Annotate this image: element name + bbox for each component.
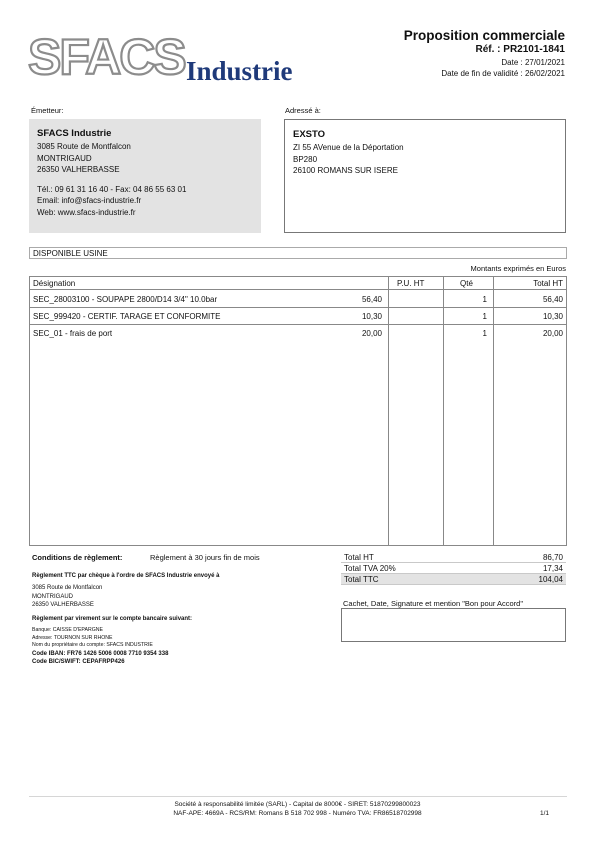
row-total: 20,00 [542,329,563,338]
items-table [29,276,567,546]
emitter-phone: Tél.: 09 61 31 16 40 - Fax: 04 86 55 63 01 [37,184,187,194]
row-quantity: 1 [482,295,487,304]
header-quantity: Qté [460,279,473,288]
recipient-address-line: BP280 [293,154,318,164]
table-row [30,326,566,342]
document-reference: Réf. : PR2101-1841 [475,44,565,55]
recipient-address-line: ZI 55 AVenue de la Déportation [293,143,404,152]
row-designation: SEC_999420 - CERTIF. TARAGE ET CONFORMITE [33,312,221,321]
header-designation: Désignation [33,279,76,288]
total-ttc-row [341,574,566,585]
total-ht-label: Total HT [344,553,374,562]
footer-divider [29,796,567,797]
cheque-payment-title: Règlement TTC par chèque à l'ordre de SFACS Industrie envoyé à [32,573,220,579]
row-total: 10,30 [542,312,563,321]
footer-legal-line: Société à responsabilité limitée (SARL) - Capital de 8000€ - SIRET: 51870299800023 [174,801,421,808]
bic-code: Code BIC/SWIFT: CEPAFRPP426 [32,659,125,665]
recipient-label: Adressé à: [285,106,321,115]
total-ttc-value: 104,04 [538,575,563,584]
total-tva-row [341,563,566,574]
payment-terms-label: Conditions de règlement: [32,553,123,562]
signature-label: Cachet, Date, Signature et mention "Bon pour Accord" [343,599,524,608]
document-title: Proposition commerciale [403,28,565,43]
total-ttc-label: Total TTC [344,575,379,584]
recipient-box [284,119,566,233]
iban-code: Code IBAN: FR76 1426 5006 0008 7710 9354 338 [32,650,169,657]
footer-legal-line: NAF-APE: 4669A - RCS/RM: Romans B 518 702 998 - Numéro TVA: FR86518702998 [173,810,422,817]
row-quantity: 1 [482,312,487,321]
currency-note: Montants exprimés en Euros [470,264,566,273]
row-quantity: 1 [482,329,487,338]
logo-brand-text: SFACS [28,29,185,85]
emitter-email: Email: info@sfacs-industrie.fr [37,196,142,205]
table-row [30,292,566,308]
validity-date: Date de fin de validité : 26/02/2021 [441,69,565,78]
bank-details [32,627,168,667]
cheque-address-line: MONTRIGAUD [32,593,73,600]
cheque-address-line: 3085 Route de Montfalcon [32,585,103,591]
row-designation: SEC_28003100 - SOUPAPE 2800/D14 3/4" 10.0bar [33,295,218,304]
row-unit-price: 10,30 [361,312,382,321]
table-header [30,277,566,290]
emitter-name: SFACS Industrie [37,128,112,139]
emitter-address-line: 3085 Route de Montfalcon [37,142,131,151]
cheque-address [32,584,102,610]
emitter-address-line: 26350 VALHERBASSE [37,165,120,174]
emitter-web: Web: www.sfacs-industrie.fr [37,207,136,217]
bank-name: Banque: CAISSE D'EPARGNE [32,627,103,633]
recipient-address-line: 26100 ROMANS SUR ISERE [293,166,398,175]
cheque-address-line: 26350 VALHERBASSE [32,602,94,608]
row-unit-price: 56,40 [361,295,382,304]
bank-transfer-title: Règlement par virement sur le compte bancaire suivant: [32,616,193,622]
row-unit-price: 20,00 [361,329,382,338]
payment-terms-value: Règlement à 30 jours fin de mois [150,553,260,562]
signature-box [341,608,566,642]
emitter-address-line: MONTRIGAUD [37,153,92,163]
recipient-name: EXSTO [293,129,326,140]
emitter-box [29,119,261,233]
logo-suffix-text: Industrie [186,56,293,86]
page-number: 1/1 [539,810,549,817]
bank-address: Adresse: TOURNON SUR RHONE [32,634,113,641]
row-total: 56,40 [542,295,563,304]
emitter-label: Émetteur: [31,106,64,115]
totals-table [341,552,566,585]
total-ht-value: 86,70 [542,553,563,562]
row-designation: SEC_01 - frais de port [33,329,113,338]
availability-note: DISPONIBLE USINE [29,247,567,259]
total-tva-label: Total TVA 20% [344,564,396,573]
total-ht-row [341,552,566,563]
company-logo [28,29,318,86]
table-row [30,309,566,325]
document-date: Date : 27/01/2021 [501,58,565,67]
header-unit-price: P.U. HT [397,279,425,288]
bank-owner: Nom du propriétaire du compte: SFACS INDUSTRIE [32,642,153,648]
total-tva-value: 17,34 [542,564,563,573]
header-total: Total HT [533,279,563,288]
